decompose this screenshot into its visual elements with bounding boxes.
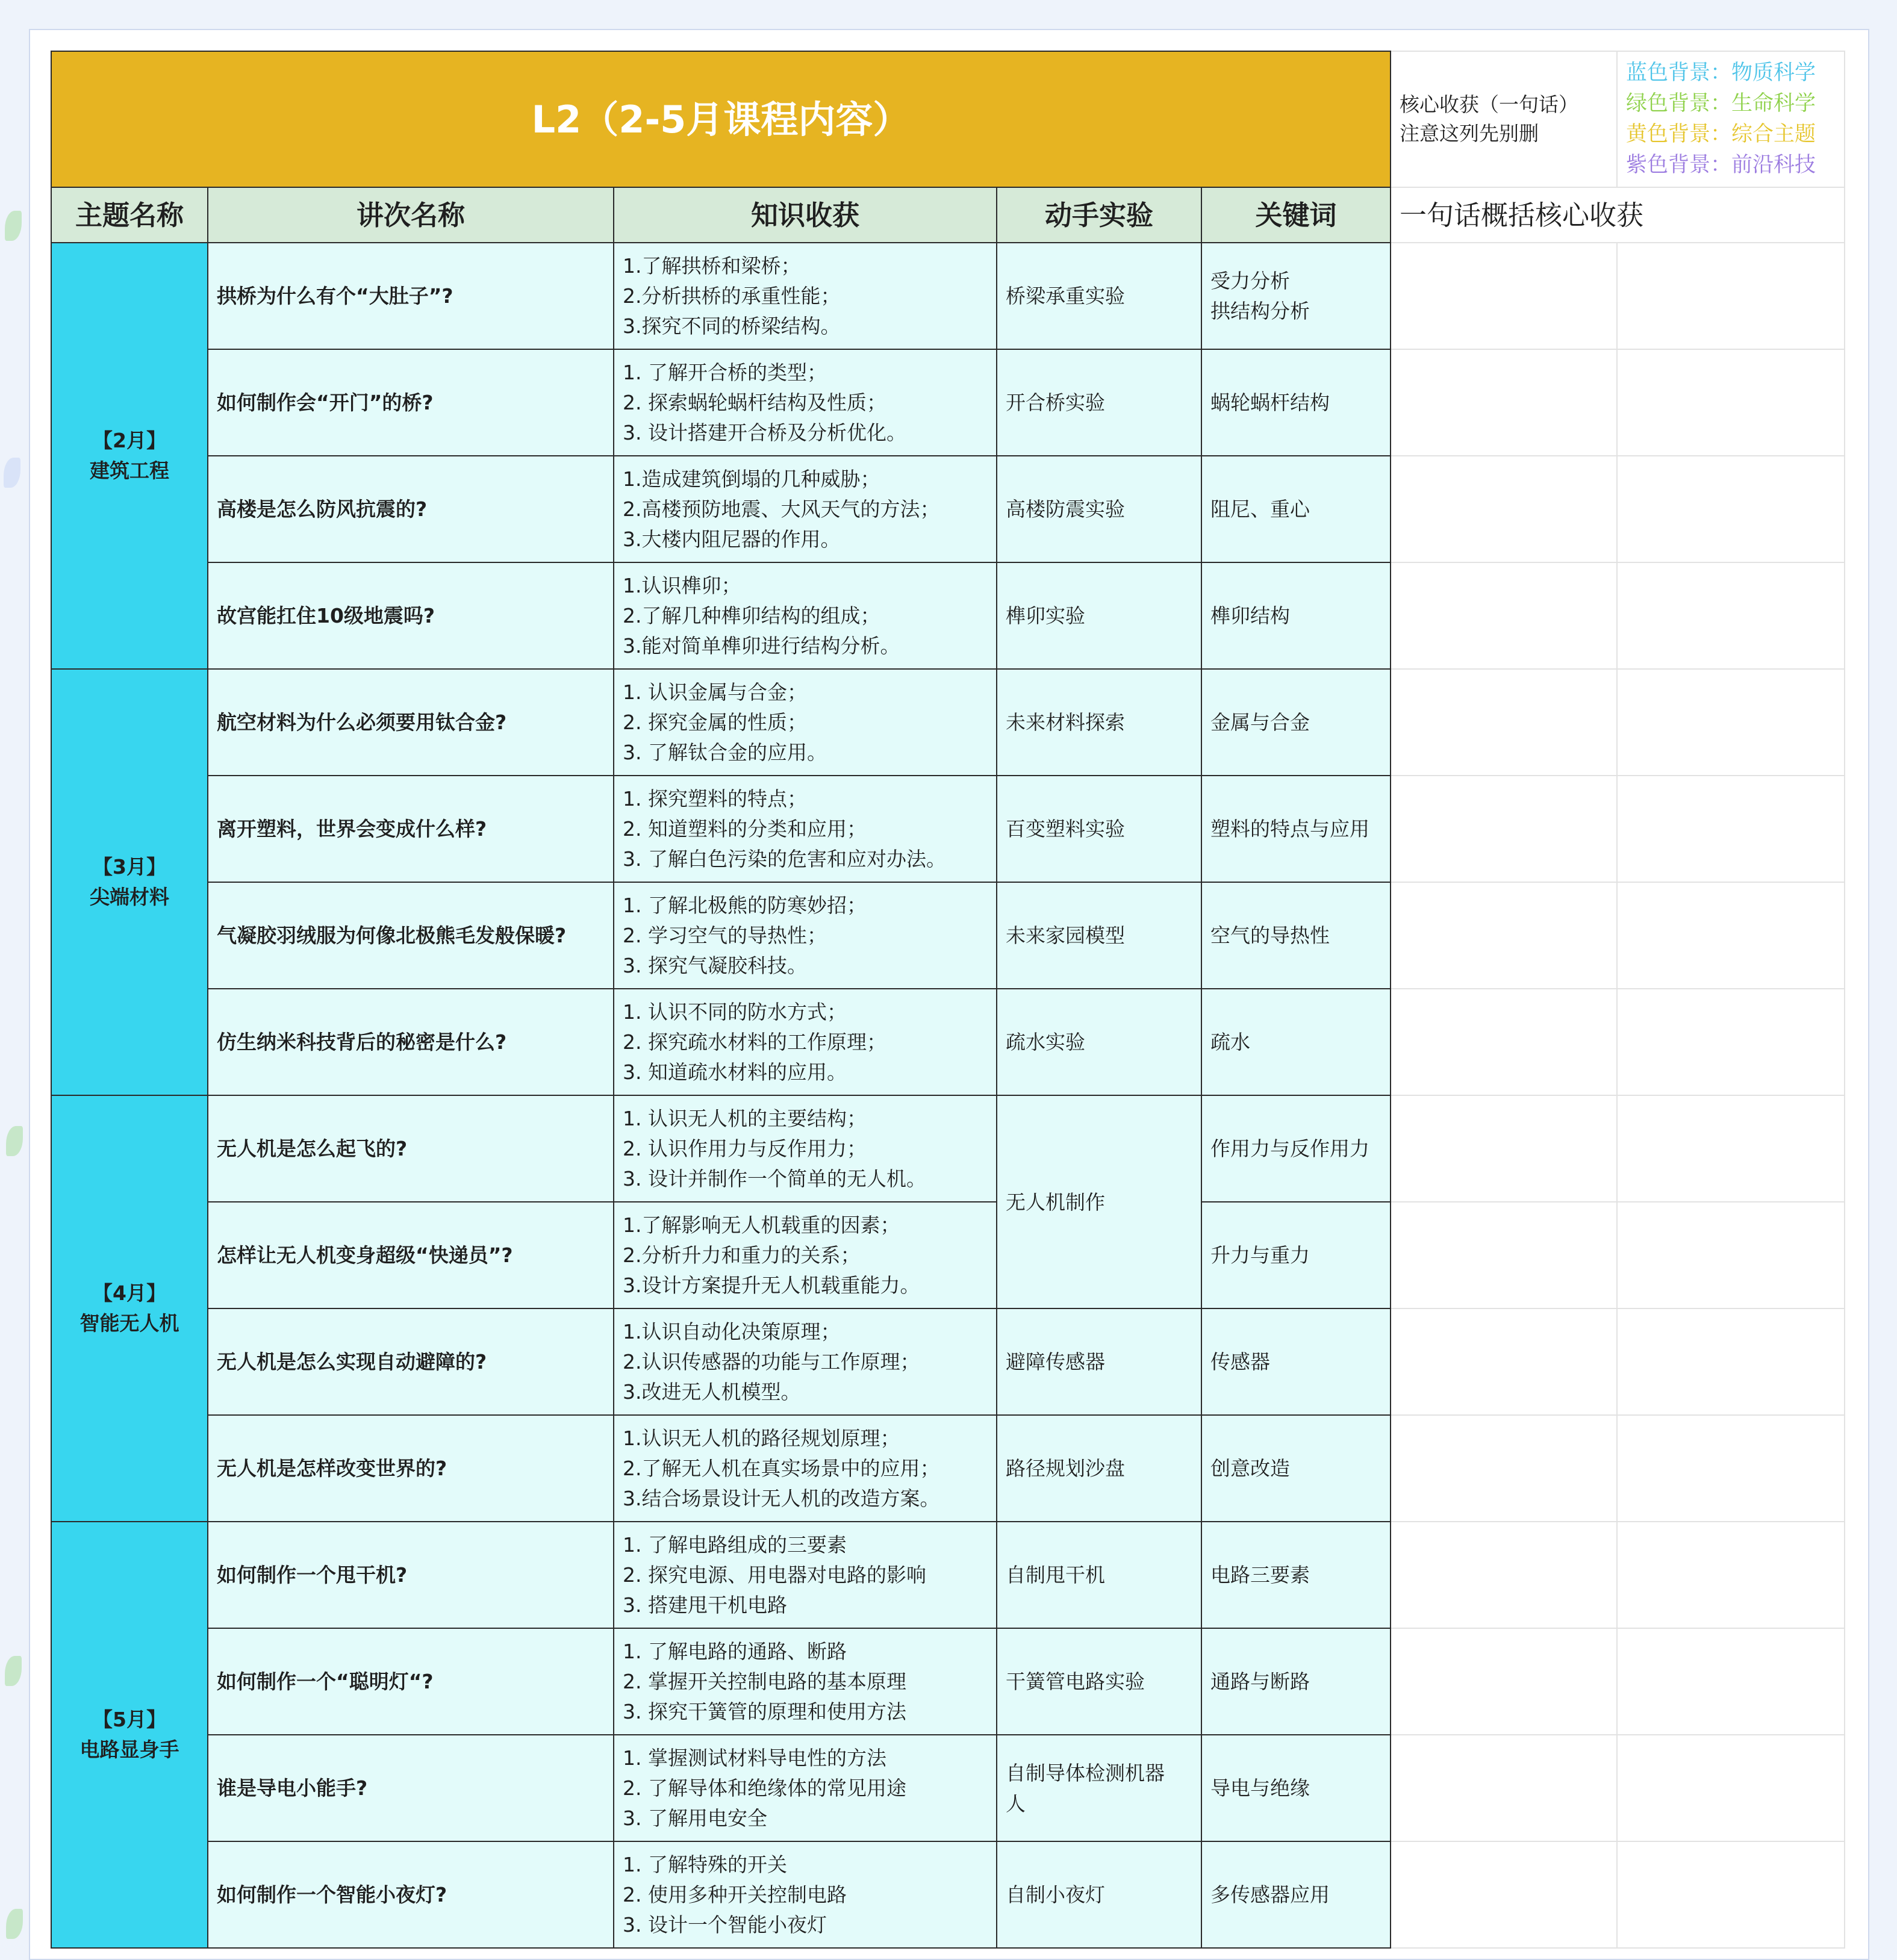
experiment-cell[interactable] [997,1522,1201,1628]
color-legend-cell[interactable] [1617,51,1845,187]
extra-empty-cell[interactable] [1617,776,1845,882]
lecture-cell[interactable]: 如何制作一个甩干机? [208,1522,614,1628]
topic-cell[interactable] [51,243,208,669]
background-leaf-decoration [6,1909,23,1939]
lesson-row [51,1735,1845,1841]
sheet-title[interactable]: L2（2-5月课程内容） [51,51,1391,187]
knowledge-line: 1. 了解特殊的开关 [623,1852,787,1876]
experiment-cell[interactable] [997,1735,1201,1841]
lesson-row [51,1095,1845,1202]
experiment-line: 干簧管电路实验 [1006,1670,1145,1693]
lecture-cell[interactable]: 仿生纳米科技背后的秘密是什么? [208,989,614,1095]
knowledge-line: 3.设计方案提升无人机载重能力。 [623,1273,920,1297]
extra-empty-cell[interactable] [1617,669,1845,776]
knowledge-cell[interactable] [614,1095,997,1202]
lecture-cell[interactable]: 怎样让无人机变身超级“快递员”? [208,1202,614,1308]
extra-empty-cell[interactable] [1617,989,1845,1095]
experiment-cell[interactable] [997,1415,1201,1522]
experiment-cell[interactable] [997,1095,1201,1308]
topic-month: 【2月】 [93,429,166,452]
keyword-line: 电路三要素 [1210,1563,1310,1587]
keyword-line: 多传感器应用 [1210,1882,1330,1906]
knowledge-line: 3. 了解用电安全 [623,1806,767,1830]
legend-frontier-tech [1626,150,1836,181]
lesson-row [51,882,1845,989]
knowledge-line: 1. 了解电路的通路、断路 [623,1639,847,1663]
keyword-line: 塑料的特点与应用 [1210,817,1369,841]
lecture-cell[interactable]: 如何制作一个智能小夜灯? [208,1841,614,1948]
header-experiment[interactable]: 动手实验 [997,187,1201,243]
lecture-cell[interactable]: 如何制作会“开门”的桥? [208,349,614,456]
knowledge-cell[interactable] [614,1308,997,1415]
keyword-line: 传感器 [1210,1349,1270,1374]
lesson-row [51,1202,1845,1308]
knowledge-cell[interactable] [614,243,997,349]
experiment-cell[interactable] [997,776,1201,882]
knowledge-line: 3. 设计一个智能小夜灯 [623,1912,827,1937]
lesson-row [51,1415,1845,1522]
knowledge-line: 2. 探究疏水材料的工作原理； [623,1030,886,1054]
experiment-line: 高楼防震实验 [1006,497,1125,521]
experiment-line: 开合桥实验 [1006,391,1105,414]
knowledge-line: 2. 探究金属的性质； [623,710,807,734]
experiment-line: 榫卯实验 [1006,604,1085,627]
summary-empty-cell[interactable] [1391,1735,1617,1841]
knowledge-line: 1.认识自动化决策原理； [623,1319,841,1343]
topic-name: 智能无人机 [79,1311,179,1335]
experiment-cell[interactable] [997,1628,1201,1735]
keyword-line: 榫卯结构 [1210,603,1290,627]
knowledge-line: 1.造成建筑倒塌的几种威胁； [623,467,880,491]
extra-empty-cell[interactable] [1617,1415,1845,1522]
legend-life-science [1626,89,1836,119]
lecture-cell[interactable]: 无人机是怎么实现自动避障的? [208,1308,614,1415]
knowledge-line: 3. 设计并制作一个简单的无人机。 [623,1166,926,1190]
lesson-row [51,776,1845,882]
knowledge-cell[interactable] [614,562,997,669]
extra-empty-cell[interactable] [1617,1095,1845,1202]
summary-note-cell[interactable] [1391,51,1617,187]
summary-empty-cell[interactable] [1391,1841,1617,1948]
knowledge-cell[interactable] [614,882,997,989]
experiment-cell[interactable] [997,882,1201,989]
lesson-row [51,1522,1845,1628]
legend-value: 生命科学 [1731,92,1816,116]
experiment-line: 桥梁承重实验 [1006,284,1125,308]
knowledge-line: 1. 了解开合桥的类型； [623,360,827,384]
extra-empty-cell[interactable] [1617,562,1845,669]
experiment-cell[interactable] [997,989,1201,1095]
extra-empty-cell[interactable] [1617,1841,1845,1948]
summary-empty-cell[interactable] [1391,989,1617,1095]
lesson-row [51,1841,1845,1948]
topic-name: 建筑工程 [90,459,169,482]
legend-integrated-topic [1626,119,1836,150]
lecture-cell[interactable]: 航空材料为什么必须要用钛合金? [208,669,614,776]
summary-empty-cell[interactable] [1391,456,1617,562]
keywords-cell[interactable] [1201,1415,1391,1522]
header-summary[interactable]: 一句话概括核心收获 [1391,187,1845,243]
summary-empty-cell[interactable] [1391,349,1617,456]
title-row [51,51,1845,187]
course-table [51,51,1845,1949]
knowledge-line: 2. 学习空气的导热性； [623,923,827,947]
keywords-cell[interactable] [1201,669,1391,776]
experiment-line: 疏水实验 [1006,1030,1085,1054]
experiment-line: 路径规划沙盘 [1006,1457,1125,1480]
knowledge-line: 1. 探究塑料的特点； [623,786,807,810]
knowledge-line: 1. 认识不同的防水方式； [623,1000,847,1024]
experiment-line: 未来材料探索 [1006,711,1125,734]
lesson-row [51,1628,1845,1735]
lecture-cell[interactable]: 无人机是怎么起飞的? [208,1095,614,1202]
knowledge-cell[interactable] [614,349,997,456]
knowledge-line: 2.了解无人机在真实场景中的应用； [623,1456,940,1480]
extra-empty-cell[interactable] [1617,882,1845,989]
knowledge-line: 1.了解拱桥和梁桥； [623,254,801,278]
experiment-line: 自制小夜灯 [1006,1883,1105,1906]
knowledge-line: 2.了解几种榫卯结构的组成； [623,603,880,627]
knowledge-line: 1.认识榫卯； [623,573,741,597]
summary-empty-cell[interactable] [1391,882,1617,989]
knowledge-cell[interactable] [614,456,997,562]
knowledge-line: 1. 认识金属与合金； [623,680,807,704]
knowledge-line: 2. 知道塑料的分类和应用； [623,817,867,841]
experiment-cell[interactable] [997,1308,1201,1415]
summary-empty-cell[interactable] [1391,1308,1617,1415]
legend-key: 蓝色背景： [1626,61,1732,85]
topic-cell[interactable] [51,669,208,1095]
knowledge-line: 3. 了解白色污染的危害和应对办法。 [623,847,946,871]
knowledge-line: 2. 探究电源、用电器对电路的影响 [623,1563,926,1587]
lecture-cell[interactable]: 谁是导电小能手? [208,1735,614,1841]
topic-month: 【3月】 [93,855,166,879]
experiment-line: 自制甩干机 [1006,1563,1105,1587]
knowledge-line: 2. 探索蜗轮蜗杆结构及性质； [623,390,886,414]
background-leaf-decoration [6,1126,23,1156]
summary-empty-cell[interactable] [1391,1095,1617,1202]
knowledge-line: 3.结合场景设计无人机的改造方案。 [623,1486,940,1510]
knowledge-cell[interactable] [614,1628,997,1735]
knowledge-line: 3. 设计搭建开合桥及分析优化。 [623,420,906,444]
knowledge-line: 2.分析拱桥的承重性能； [623,284,841,308]
keyword-line: 拱结构分析 [1210,299,1310,323]
keyword-line: 蜗轮蜗杆结构 [1210,390,1330,414]
note-line-1: 核心收获（一句话） [1400,93,1578,116]
lesson-row [51,562,1845,669]
note-line-2: 注意这列先别删 [1400,122,1539,145]
keywords-cell[interactable] [1201,1522,1391,1628]
extra-empty-cell[interactable] [1617,243,1845,349]
lesson-row [51,1308,1845,1415]
header-row [51,187,1845,243]
summary-empty-cell[interactable] [1391,1628,1617,1735]
keywords-cell[interactable] [1201,1841,1391,1948]
knowledge-line: 2. 了解导体和绝缘体的常见用途 [623,1776,906,1800]
knowledge-cell[interactable] [614,669,997,776]
summary-empty-cell[interactable] [1391,243,1617,349]
keywords-cell[interactable] [1201,456,1391,562]
keyword-line: 通路与断路 [1210,1669,1310,1693]
knowledge-line: 2.认识传感器的功能与工作原理； [623,1349,920,1374]
knowledge-cell[interactable] [614,1202,997,1308]
summary-empty-cell[interactable] [1391,776,1617,882]
legend-key: 紫色背景： [1626,153,1732,177]
knowledge-line: 2. 使用多种开关控制电路 [623,1882,847,1906]
keywords-cell[interactable] [1201,243,1391,349]
experiment-line: 百变塑料实验 [1006,817,1125,841]
summary-empty-cell[interactable] [1391,562,1617,669]
extra-empty-cell[interactable] [1617,1735,1845,1841]
experiment-line: 未来家园模型 [1006,924,1125,947]
knowledge-line: 2. 掌握开关控制电路的基本原理 [623,1669,906,1693]
background-leaf-decoration [4,458,20,488]
experiment-cell[interactable] [997,562,1201,669]
keywords-cell[interactable] [1201,1095,1391,1202]
experiment-cell[interactable] [997,456,1201,562]
knowledge-line: 1. 了解电路组成的三要素 [623,1532,847,1557]
summary-empty-cell[interactable] [1391,1415,1617,1522]
extra-empty-cell[interactable] [1617,1628,1845,1735]
legend-value: 综合主题 [1731,122,1816,146]
extra-empty-cell[interactable] [1617,1522,1845,1628]
lecture-cell[interactable]: 气凝胶羽绒服为何像北极熊毛发般保暖? [208,882,614,989]
knowledge-line: 1.认识无人机的路径规划原理； [623,1426,900,1450]
lesson-row [51,456,1845,562]
knowledge-line: 2.高楼预防地震、大风天气的方法； [623,497,940,521]
experiment-cell[interactable] [997,243,1201,349]
keywords-cell[interactable] [1201,1202,1391,1308]
keyword-line: 升力与重力 [1210,1243,1310,1267]
keywords-cell[interactable] [1201,989,1391,1095]
extra-empty-cell[interactable] [1617,1202,1845,1308]
header-topic[interactable]: 主题名称 [51,187,208,243]
knowledge-cell[interactable] [614,1735,997,1841]
keyword-line: 阻尼、重心 [1210,497,1310,521]
knowledge-line: 1. 认识无人机的主要结构； [623,1106,867,1130]
knowledge-line: 2. 认识作用力与反作用力； [623,1136,867,1160]
lecture-cell[interactable]: 如何制作一个“聪明灯“? [208,1628,614,1735]
knowledge-line: 1. 掌握测试材料导电性的方法 [623,1746,886,1770]
extra-empty-cell[interactable] [1617,1308,1845,1415]
knowledge-cell[interactable] [614,776,997,882]
lesson-row [51,989,1845,1095]
knowledge-line: 3. 了解钛合金的应用。 [623,740,827,764]
legend-value: 前沿科技 [1731,153,1816,177]
knowledge-line: 2.分析升力和重力的关系； [623,1243,861,1267]
knowledge-cell[interactable] [614,1522,997,1628]
knowledge-cell[interactable] [614,1841,997,1948]
knowledge-line: 3. 知道疏水材料的应用。 [623,1060,847,1084]
keywords-cell[interactable] [1201,562,1391,669]
knowledge-line: 3.大楼内阻尼器的作用。 [623,527,841,551]
background-leaf-decoration [5,211,22,241]
topic-month: 【5月】 [93,1708,166,1731]
knowledge-line: 3. 探究气凝胶科技。 [623,953,807,977]
topic-cell[interactable] [51,1095,208,1522]
keyword-line: 导电与绝缘 [1210,1776,1310,1800]
summary-empty-cell[interactable] [1391,1522,1617,1628]
keywords-cell[interactable] [1201,882,1391,989]
knowledge-line: 3. 搭建甩干机电路 [623,1593,787,1617]
keyword-line: 受力分析 [1210,269,1290,293]
topic-cell[interactable] [51,1522,208,1948]
lecture-cell[interactable]: 离开塑料，世界会变成什么样? [208,776,614,882]
legend-key: 黄色背景： [1626,122,1732,146]
legend-physical-science [1626,58,1836,89]
keywords-cell[interactable] [1201,349,1391,456]
knowledge-cell[interactable] [614,989,997,1095]
experiment-line: 无人机制作 [1006,1190,1105,1214]
keyword-line: 作用力与反作用力 [1210,1136,1369,1160]
lecture-cell[interactable]: 拱桥为什么有个“大肚子”? [208,243,614,349]
knowledge-line: 3.改进无人机模型。 [623,1380,801,1404]
knowledge-line: 3.探究不同的桥梁结构。 [623,314,841,338]
topic-month: 【4月】 [93,1281,166,1305]
keyword-line: 疏水 [1210,1030,1250,1054]
experiment-line: 人 [1006,1791,1026,1815]
spreadsheet-sheet [29,29,1869,1960]
knowledge-line: 1.了解影响无人机载重的因素； [623,1213,900,1237]
topic-name: 尖端材料 [90,885,169,909]
keyword-line: 创意改造 [1210,1456,1290,1480]
lecture-cell[interactable]: 无人机是怎样改变世界的? [208,1415,614,1522]
keyword-line: 金属与合金 [1210,710,1310,734]
lecture-cell[interactable]: 故宫能扛住10级地震吗? [208,562,614,669]
header-knowledge[interactable]: 知识收获 [614,187,997,243]
experiment-cell[interactable] [997,349,1201,456]
topic-name: 电路显身手 [79,1738,179,1761]
lesson-row [51,243,1845,349]
header-keywords[interactable]: 关键词 [1201,187,1391,243]
keywords-cell[interactable] [1201,776,1391,882]
lecture-cell[interactable]: 高楼是怎么防风抗震的? [208,456,614,562]
knowledge-line: 3. 探究干簧管的原理和使用方法 [623,1699,906,1723]
legend-value: 物质科学 [1731,61,1816,85]
extra-empty-cell[interactable] [1617,456,1845,562]
header-lecture[interactable]: 讲次名称 [208,187,614,243]
background-leaf-decoration [5,1656,22,1686]
keywords-cell[interactable] [1201,1735,1391,1841]
experiment-line: 避障传感器 [1006,1350,1105,1374]
knowledge-cell[interactable] [614,1415,997,1522]
summary-empty-cell[interactable] [1391,669,1617,776]
extra-empty-cell[interactable] [1617,349,1845,456]
knowledge-line: 1. 了解北极熊的防寒妙招； [623,893,867,917]
experiment-cell[interactable] [997,1841,1201,1948]
keywords-cell[interactable] [1201,1628,1391,1735]
keywords-cell[interactable] [1201,1308,1391,1415]
experiment-line: 自制导体检测机器 [1006,1761,1165,1785]
lesson-row [51,669,1845,776]
summary-empty-cell[interactable] [1391,1202,1617,1308]
legend-key: 绿色背景： [1626,92,1732,116]
lesson-row [51,349,1845,456]
knowledge-line: 3.能对简单榫卯进行结构分析。 [623,633,900,658]
keyword-line: 空气的导热性 [1210,923,1330,947]
experiment-cell[interactable] [997,669,1201,776]
